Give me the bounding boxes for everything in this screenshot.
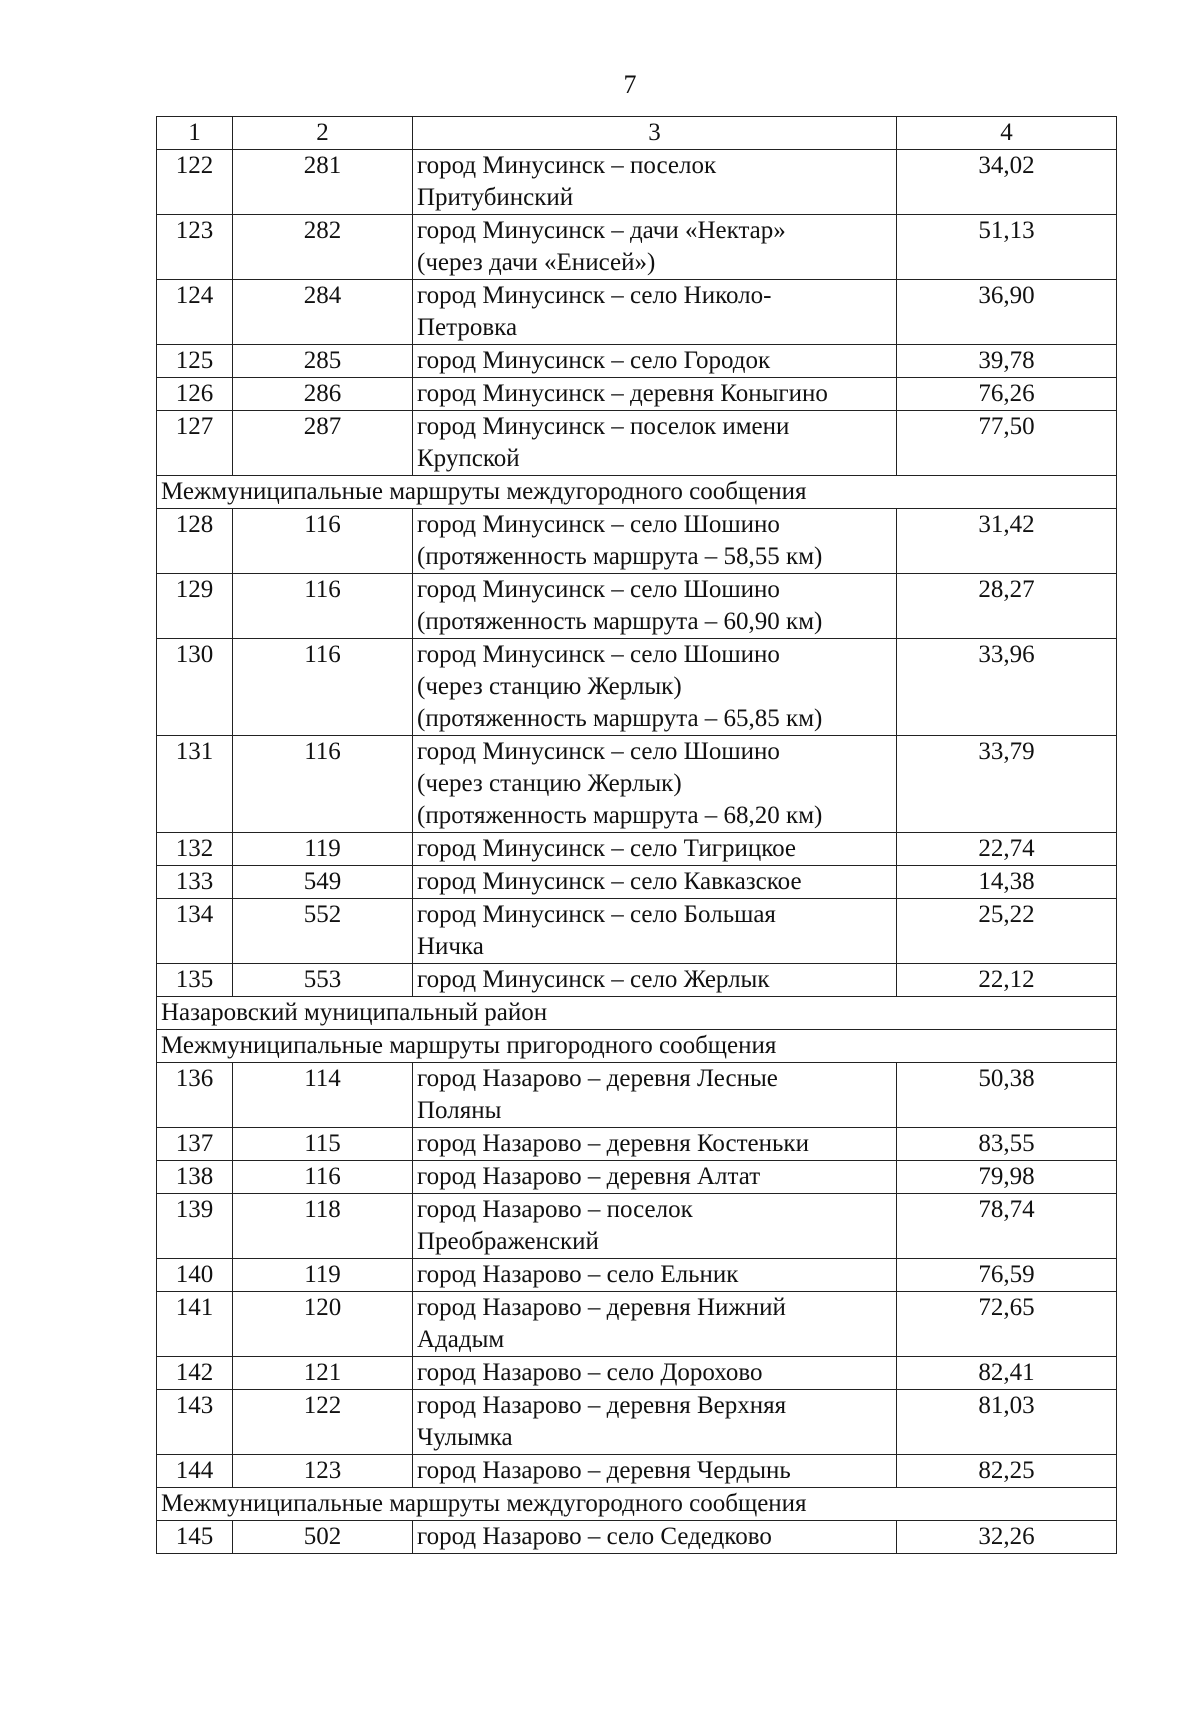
route-name-line: (через станцию Жерлык)	[417, 770, 682, 797]
table-row	[157, 736, 1117, 833]
table-row	[157, 899, 1117, 964]
table-row	[157, 964, 1117, 997]
header-cell-4: 4	[897, 117, 1117, 150]
route-name-line: (через дачи «Енисей»)	[417, 249, 656, 276]
page-number: 7	[623, 70, 637, 99]
row-number-cell: 143	[157, 1390, 233, 1455]
route-number-cell: 116	[233, 639, 413, 736]
value-cell: 79,98	[897, 1161, 1117, 1194]
route-name-line: город Минусинск – село Большая	[417, 901, 776, 928]
route-name-cell	[413, 345, 897, 378]
row-number-cell: 139	[157, 1194, 233, 1259]
table-row	[157, 1259, 1117, 1292]
route-name-line: город Назарово – деревня Лесные	[417, 1065, 778, 1092]
value-cell: 81,03	[897, 1390, 1117, 1455]
route-name-cell	[413, 1455, 897, 1488]
route-name-line: город Назарово – деревня Нижний	[417, 1294, 786, 1321]
route-name-cell	[413, 378, 897, 411]
section-header-row	[157, 1488, 1117, 1521]
table-row	[157, 215, 1117, 280]
row-number-cell: 133	[157, 866, 233, 899]
route-name-cell	[413, 833, 897, 866]
route-name-line: город Назарово – поселок	[417, 1196, 693, 1223]
value-cell: 72,65	[897, 1292, 1117, 1357]
route-name-cell	[413, 1063, 897, 1128]
route-number-cell: 286	[233, 378, 413, 411]
route-number-cell: 281	[233, 150, 413, 215]
route-number-cell: 549	[233, 866, 413, 899]
header-cell-2: 2	[233, 117, 413, 150]
route-name-line: город Минусинск – поселок имени	[417, 413, 790, 440]
route-name-cell	[413, 1521, 897, 1554]
route-name-line: город Назарово – деревня Костеньки	[417, 1130, 809, 1157]
route-name-cell	[413, 1128, 897, 1161]
row-number-cell: 138	[157, 1161, 233, 1194]
route-number-cell: 553	[233, 964, 413, 997]
route-number-cell: 121	[233, 1357, 413, 1390]
route-number-cell: 122	[233, 1390, 413, 1455]
table-row	[157, 411, 1117, 476]
table-row	[157, 150, 1117, 215]
route-number-cell: 287	[233, 411, 413, 476]
row-number-cell: 137	[157, 1128, 233, 1161]
row-number-cell: 145	[157, 1521, 233, 1554]
table-row	[157, 1292, 1117, 1357]
route-name-cell	[413, 1292, 897, 1357]
route-name-line: Преображенский	[417, 1228, 599, 1255]
route-name-cell	[413, 1194, 897, 1259]
routes-table	[156, 116, 1117, 1554]
route-name-line: город Минусинск – село Жерлык	[417, 966, 770, 993]
header-cell-1: 1	[157, 117, 233, 150]
route-name-line: Поляны	[417, 1097, 502, 1124]
value-cell: 33,79	[897, 736, 1117, 833]
route-name-line: Ничка	[417, 933, 484, 960]
route-name-line: город Минусинск – село Шошино	[417, 641, 780, 668]
table-row	[157, 1390, 1117, 1455]
route-number-cell: 118	[233, 1194, 413, 1259]
route-number-cell: 116	[233, 509, 413, 574]
value-cell: 51,13	[897, 215, 1117, 280]
route-name-line: (протяженность маршрута – 65,85 км)	[417, 705, 823, 732]
row-number-cell: 129	[157, 574, 233, 639]
route-number-cell: 119	[233, 1259, 413, 1292]
route-name-line: город Минусинск – село Шошино	[417, 738, 780, 765]
value-cell: 76,26	[897, 378, 1117, 411]
value-cell: 39,78	[897, 345, 1117, 378]
section-header-row	[157, 1030, 1117, 1063]
section-header-row	[157, 476, 1117, 509]
table-row	[157, 833, 1117, 866]
value-cell: 76,59	[897, 1259, 1117, 1292]
route-name-line: город Минусинск – дачи «Нектар»	[417, 217, 786, 244]
route-name-line: город Минусинск – поселок	[417, 152, 717, 179]
value-cell: 82,41	[897, 1357, 1117, 1390]
table-row	[157, 639, 1117, 736]
route-name-line: (протяженность маршрута – 68,20 км)	[417, 802, 823, 829]
route-name-cell	[413, 150, 897, 215]
route-number-cell: 116	[233, 574, 413, 639]
row-number-cell: 124	[157, 280, 233, 345]
row-number-cell: 125	[157, 345, 233, 378]
row-number-cell: 144	[157, 1455, 233, 1488]
section-title: Межмуниципальные маршруты междугородного сообщения	[157, 1488, 1117, 1521]
value-cell: 78,74	[897, 1194, 1117, 1259]
route-name-line: город Назарово – деревня Верхняя	[417, 1392, 787, 1419]
table-row	[157, 866, 1117, 899]
value-cell: 28,27	[897, 574, 1117, 639]
table-row	[157, 345, 1117, 378]
row-number-cell: 122	[157, 150, 233, 215]
value-cell: 22,74	[897, 833, 1117, 866]
route-name-line: город Назарово – село Дорохово	[417, 1359, 763, 1386]
route-name-line: город Назарово – деревня Чердынь	[417, 1457, 791, 1484]
route-name-line: Ададым	[417, 1326, 505, 1353]
value-cell: 22,12	[897, 964, 1117, 997]
table-row	[157, 280, 1117, 345]
value-cell: 36,90	[897, 280, 1117, 345]
section-title: Межмуниципальные маршруты междугородного сообщения	[157, 476, 1117, 509]
route-name-cell	[413, 574, 897, 639]
route-name-cell	[413, 639, 897, 736]
value-cell: 83,55	[897, 1128, 1117, 1161]
value-cell: 31,42	[897, 509, 1117, 574]
header-row	[157, 117, 1117, 150]
row-number-cell: 136	[157, 1063, 233, 1128]
route-name-cell	[413, 411, 897, 476]
route-number-cell: 116	[233, 736, 413, 833]
header-cell-3: 3	[413, 117, 897, 150]
table-row	[157, 1455, 1117, 1488]
route-name-line: (протяженность маршрута – 58,55 км)	[417, 543, 823, 570]
route-name-line: Притубинский	[417, 184, 574, 211]
route-name-line: город Минусинск – село Кавказское	[417, 868, 802, 895]
route-name-line: город Назарово – село Седедково	[417, 1523, 772, 1550]
route-number-cell: 284	[233, 280, 413, 345]
route-name-line: город Назарово – село Ельник	[417, 1261, 739, 1288]
section-title: Межмуниципальные маршруты пригородного сообщения	[157, 1030, 1117, 1063]
table-row	[157, 509, 1117, 574]
route-name-line: город Назарово – деревня Алтат	[417, 1163, 761, 1190]
route-number-cell: 119	[233, 833, 413, 866]
route-number-cell: 282	[233, 215, 413, 280]
row-number-cell: 123	[157, 215, 233, 280]
route-name-line: Петровка	[417, 314, 518, 341]
value-cell: 32,26	[897, 1521, 1117, 1554]
value-cell: 77,50	[897, 411, 1117, 476]
route-name-line: (через станцию Жерлык)	[417, 673, 682, 700]
table-row	[157, 1521, 1117, 1554]
table-row	[157, 1357, 1117, 1390]
route-name-cell	[413, 736, 897, 833]
row-number-cell: 140	[157, 1259, 233, 1292]
route-number-cell: 285	[233, 345, 413, 378]
row-number-cell: 134	[157, 899, 233, 964]
row-number-cell: 127	[157, 411, 233, 476]
route-number-cell: 116	[233, 1161, 413, 1194]
value-cell: 50,38	[897, 1063, 1117, 1128]
route-name-cell	[413, 866, 897, 899]
row-number-cell: 135	[157, 964, 233, 997]
table-row	[157, 1063, 1117, 1128]
route-name-line: город Минусинск – село Городок	[417, 347, 771, 374]
section-header-row	[157, 997, 1117, 1030]
row-number-cell: 142	[157, 1357, 233, 1390]
table-row	[157, 1194, 1117, 1259]
table-row	[157, 1161, 1117, 1194]
route-name-line: Крупской	[417, 445, 520, 472]
value-cell: 14,38	[897, 866, 1117, 899]
route-name-line: Чулымка	[417, 1424, 513, 1451]
route-name-cell	[413, 964, 897, 997]
row-number-cell: 128	[157, 509, 233, 574]
route-number-cell: 552	[233, 899, 413, 964]
route-number-cell: 115	[233, 1128, 413, 1161]
route-name-line: город Минусинск – село Тигрицкое	[417, 835, 797, 862]
route-name-line: город Минусинск – село Шошино	[417, 576, 780, 603]
section-title: Назаровский муниципальный район	[157, 997, 1117, 1030]
route-name-cell	[413, 509, 897, 574]
row-number-cell: 132	[157, 833, 233, 866]
value-cell: 25,22	[897, 899, 1117, 964]
route-number-cell: 123	[233, 1455, 413, 1488]
row-number-cell: 126	[157, 378, 233, 411]
route-name-line: город Минусинск – село Николо-	[417, 282, 772, 309]
route-name-cell	[413, 1357, 897, 1390]
route-name-cell	[413, 1259, 897, 1292]
route-name-line: город Минусинск – село Шошино	[417, 511, 780, 538]
table-row	[157, 1128, 1117, 1161]
route-name-line: город Минусинск – деревня Коныгино	[417, 380, 828, 407]
route-number-cell: 502	[233, 1521, 413, 1554]
table-row	[157, 574, 1117, 639]
route-name-cell	[413, 280, 897, 345]
value-cell: 82,25	[897, 1455, 1117, 1488]
route-number-cell: 120	[233, 1292, 413, 1357]
route-name-line: (протяженность маршрута – 60,90 км)	[417, 608, 823, 635]
row-number-cell: 141	[157, 1292, 233, 1357]
value-cell: 33,96	[897, 639, 1117, 736]
route-number-cell: 114	[233, 1063, 413, 1128]
route-name-cell	[413, 899, 897, 964]
row-number-cell: 131	[157, 736, 233, 833]
value-cell: 34,02	[897, 150, 1117, 215]
route-name-cell	[413, 1390, 897, 1455]
table-row	[157, 378, 1117, 411]
route-name-cell	[413, 215, 897, 280]
row-number-cell: 130	[157, 639, 233, 736]
route-name-cell	[413, 1161, 897, 1194]
